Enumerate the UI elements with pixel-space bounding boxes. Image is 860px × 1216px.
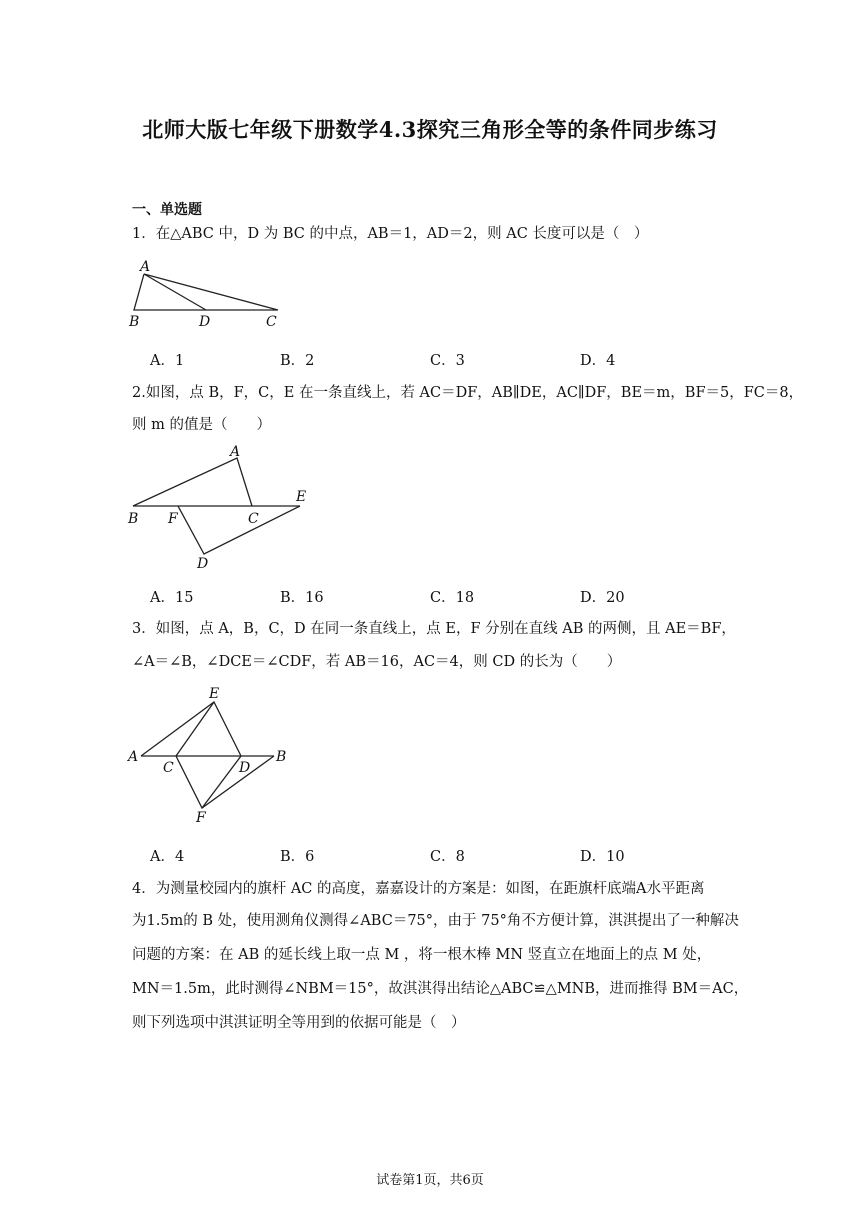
label-e: E: [296, 489, 307, 505]
q2-option-c[interactable]: C．18: [430, 590, 475, 606]
question-4-line-2: 为1.5m的 B 处，使用测角仪测得∠ABC＝75°，由于 75°角不方便计算，淇淇提出了一种解决: [132, 913, 739, 929]
triangle-abc: [134, 274, 278, 310]
label-a: A: [230, 444, 241, 460]
label-b: B: [129, 314, 140, 330]
question-4-line-1: 4．为测量校园内的旗杆 AC 的高度，嘉嘉设计的方案是：如图，在距旗杆底端A水平距离: [132, 881, 705, 897]
question-3-figure: [126, 684, 296, 824]
question-3-line-2: ∠A＝∠B，∠DCE＝∠CDF，若 AB＝16，AC＝4，则 CD 的长为（ ）: [132, 654, 622, 670]
median-ad: [144, 274, 206, 310]
segment-df: [202, 756, 241, 808]
question-1-text: 1．在△ABC 中，D 为 BC 的中点，AB＝1，AD＝2，则 AC 长度可以是（ ）: [132, 226, 649, 242]
question-4-line-5: 则下列选项中淇淇证明全等用到的依据可能是（ ）: [132, 1015, 466, 1031]
label-a: A: [140, 259, 151, 275]
label-e: E: [209, 686, 220, 702]
q3-option-c[interactable]: C．8: [430, 849, 465, 865]
question-4-line-3: 问题的方案：在 AB 的延长线上取一点 M ，将一根木棒 MN 竖直立在地面上的点 M 处，: [132, 947, 712, 963]
triangle-abc: [133, 458, 252, 506]
label-b: B: [128, 511, 139, 527]
triangle-ace-edge: [141, 702, 241, 756]
label-d: D: [239, 760, 251, 776]
section-heading: 一、单选题: [132, 202, 202, 218]
q2-option-d[interactable]: D．20: [580, 590, 625, 606]
label-f: F: [168, 511, 178, 527]
label-c: C: [163, 760, 174, 776]
triangle-bdf-edge: [176, 756, 274, 808]
question-2-figure: [126, 440, 326, 574]
q2-option-a[interactable]: A．15: [150, 590, 194, 606]
question-2-line-2: 则 m 的值是（ ）: [132, 417, 271, 433]
label-c: C: [266, 314, 277, 330]
question-3-line-1: 3．如图，点 A，B，C，D 在同一条直线上，点 E，F 分别在直线 AB 的两侧，且 AE＝BF，: [132, 621, 736, 637]
q3-option-a[interactable]: A．4: [150, 849, 185, 865]
question-1-figure: [126, 256, 296, 330]
q1-option-c[interactable]: C．3: [430, 353, 465, 369]
question-4-line-4: MN＝1.5m，此时测得∠NBM＝15°，故淇淇得出结论△ABC≌△MNB，进而推得 BM＝AC，: [132, 981, 749, 997]
label-a: A: [128, 749, 139, 765]
segment-ce: [176, 702, 214, 756]
question-2-line-1: 2.如图，点 B，F，C，E 在一条直线上，若 AC＝DF，AB∥DE，AC∥DF，BE＝m，BF＝5，FC＝8，: [132, 385, 804, 401]
page-title: 北师大版七年级下册数学4.3探究三角形全等的条件同步练习: [142, 117, 718, 142]
label-d: D: [199, 314, 211, 330]
q3-option-d[interactable]: D．10: [580, 849, 625, 865]
q1-option-d[interactable]: D．4: [580, 353, 616, 369]
q1-option-b[interactable]: B．2: [280, 353, 315, 369]
page-footer: 试卷第1页，共6页: [376, 1173, 484, 1188]
label-d: D: [197, 556, 209, 572]
q1-option-a[interactable]: A．1: [150, 353, 185, 369]
label-c: C: [248, 511, 259, 527]
q2-option-b[interactable]: B．16: [280, 590, 324, 606]
label-f: F: [196, 810, 206, 824]
triangle-dfe: [178, 506, 300, 554]
label-b: B: [276, 749, 287, 765]
q3-option-b[interactable]: B．6: [280, 849, 315, 865]
